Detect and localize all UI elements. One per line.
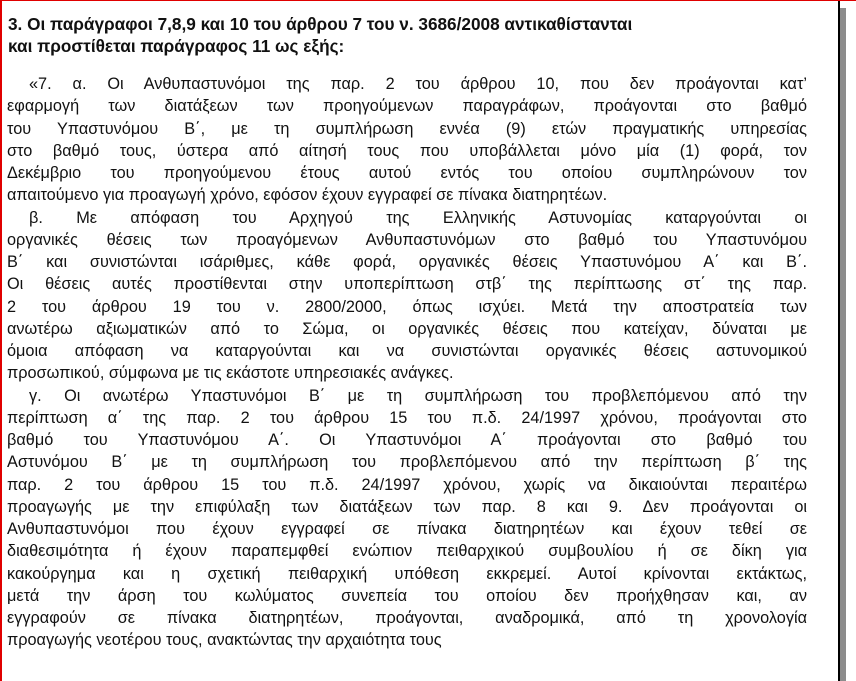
text-line: βαθμό του Υπαστυνόμου Α΄. Οι Υπαστυνόμοι Α΄ προάγονται στο βαθμό του <box>7 431 807 449</box>
text-line: «7. α. Οι Ανθυπαστυνόμοι της παρ. 2 του άρθρου 10, που δεν προάγονται κατ’ <box>29 75 807 93</box>
text-line: κακούργημα και η σχετική πειθαρχική υπόθεση εκκρεμεί. Αυτοί κρίνονται εκτάκτως, <box>7 564 807 583</box>
heading-line: 3. Οι παράγραφοι 7,8,9 και 10 του άρθρου 7 του ν. 3686/2008 αντικαθίστανται <box>8 14 633 34</box>
text-line: του Υπαστυνόμου Β΄, με τη συμπλήρωση εννέα (9) ετών πραγματικής υπηρεσίας <box>7 119 807 138</box>
text-line: εφαρμογή των διατάξεων των προηγούμενων παραγράφων, προάγονται στο βαθμό <box>7 97 807 116</box>
text-line: όμοια απόφαση να καταργούνται και να συνιστώνται οργανικές θέσεις αστυνομικού <box>7 342 807 360</box>
text-line: περίπτωση α΄ της παρ. 2 του άρθρου 15 του π.δ. 24/1997 χρόνου, προάγονται στο <box>7 408 807 427</box>
heading-line: και προστίθεται παράγραφος 11 ως εξής: <box>8 36 345 57</box>
text-line: παρ. 2 του άρθρου 15 του π.δ. 24/1997 χρόνου, χωρίς να δικαιούνται περαιτέρω <box>7 475 807 494</box>
text-line: απαιτούμενο για προαγωγή χρόνο, εφόσον έχουν εγγραφεί σε πίνακα διατηρητέων. <box>7 186 608 205</box>
text-line: β. Με απόφαση του Αρχηγού της Ελληνικής Αστυνομίας καταργούνται οι <box>29 208 807 227</box>
text-line: γ. Οι ανωτέρω Υπαστυνόμοι Β΄ με τη συμπλήρωση του προβλεπόμενου από την <box>29 386 807 405</box>
text-line: μετά την άρση του κωλύματος συνεπεία του οποίου δεν προήχθησαν και, αν <box>7 586 807 605</box>
text-line: Ανθυπαστυνόμοι που έχουν εγγραφεί σε πίνακα διατηρητέων και έχουν τεθεί σε <box>7 520 807 538</box>
text-line: Αστυνόμου Β΄ με τη συμπλήρωση του προβλεπόμενου από την περίπτωση β΄ της <box>7 453 807 472</box>
text-line: Οι θέσεις αυτές προστίθενται στην υποπερίπτωση στβ΄ της περίπτωσης στ΄ της παρ. <box>7 275 807 294</box>
text-line: διαθεσιμότητα ή έχουν παραπεμφθεί ενώπιον πειθαρχικού συμβουλίου ή σε δίκη για <box>7 542 807 561</box>
document-page <box>2 1 840 681</box>
section-heading <box>8 12 828 57</box>
text-line: εγγραφούν σε πίνακα διατηρητέων, προάγονται, αναδρομικά, από τη χρονολογία <box>7 609 807 627</box>
text-line: προαγωγής με την επιφύλαξη των διατάξεων των παρ. 8 και 9. Δεν προάγονται οι <box>7 497 807 516</box>
text-line: οργανικές θέσεις των προαγόμενων Ανθυπαστυνόμων στο βαθμό του Υπαστυνόμου <box>7 230 807 249</box>
text-line: 2 του άρθρου 19 του ν. 2800/2000, όπως ισχύει. Μετά την αποστρατεία των <box>7 297 807 316</box>
text-line: στο βαθμό τους, ύστερα από αίτησή τους που υποβάλλεται μόνο μία (1) φορά, τον <box>7 141 807 160</box>
text-line: Δεκέμβριο του προηγούμενου έτους αυτού εντός του οποίου συμπληρώνουν τον <box>7 164 807 182</box>
page-shadow <box>840 8 846 681</box>
text-line: προσωπικού, σύμφωνα με τις εκάστοτε υπηρεσιακές ανάγκες. <box>7 364 454 383</box>
paragraph-c <box>7 385 807 652</box>
text-line: προαγωγής νεοτέρου τους, ανακτώντας την αρχαιότητα τους <box>7 631 442 650</box>
text-line: Β΄ και συνιστώνται ισάριθμες, κάθε φορά, οργανικές θέσεις Υπαστυνόμου Α΄ και Β΄. <box>7 253 807 271</box>
document-body <box>7 73 807 652</box>
paragraph-a <box>7 73 807 207</box>
text-line: ανωτέρω αξιωματικών από το Σώμα, οι οργανικές θέσεις που κατείχαν, δύναται με <box>7 319 807 338</box>
paragraph-b <box>7 207 807 385</box>
